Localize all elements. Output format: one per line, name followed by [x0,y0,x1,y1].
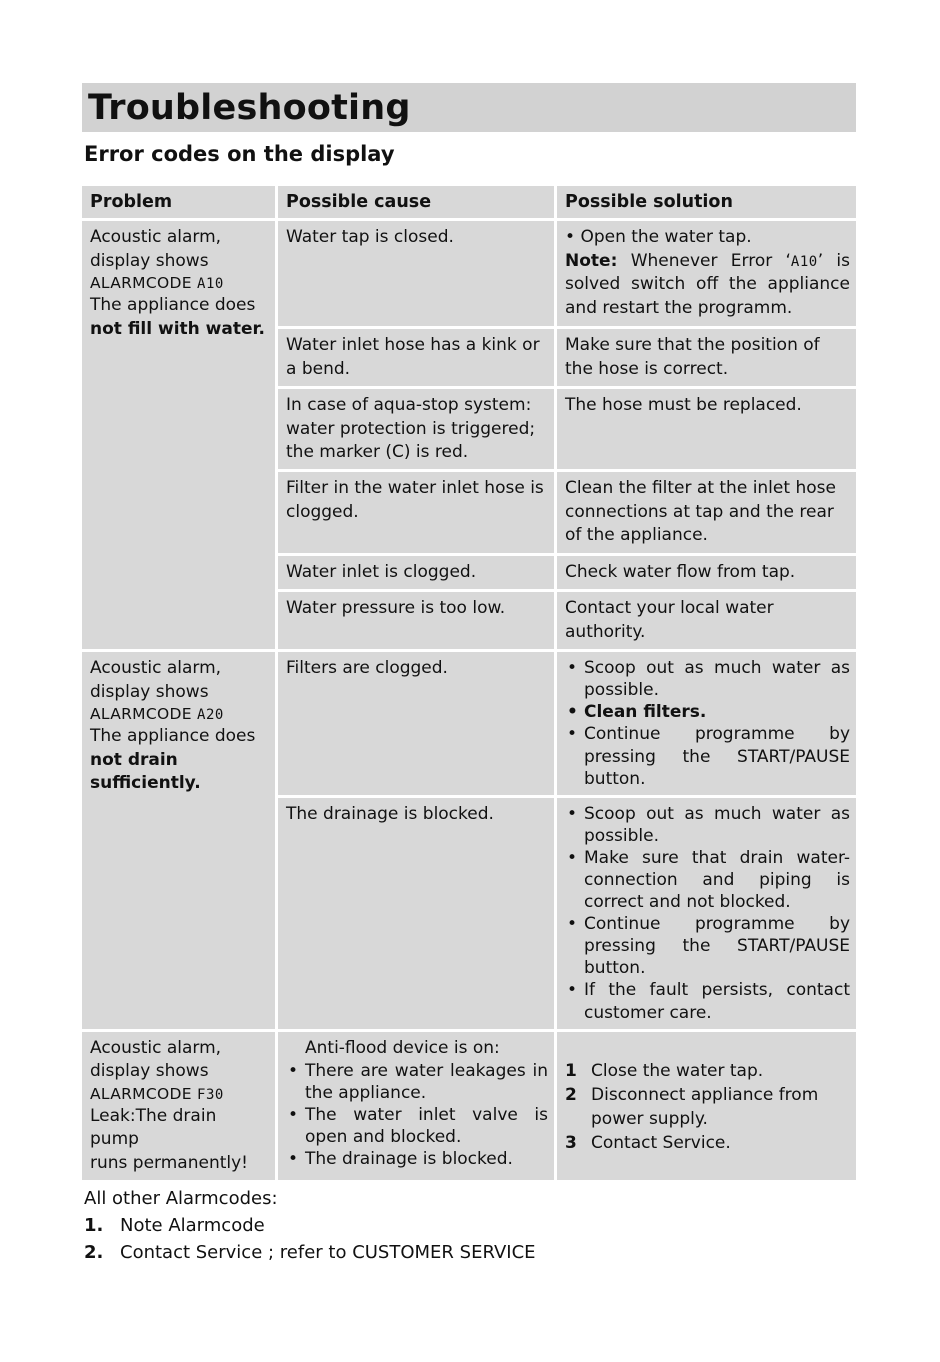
problem-description: runs permanently! [90,1152,248,1173]
header-possible-solution: Possible solution [557,186,856,221]
solution-cell [557,798,856,1032]
header-problem: Problem [82,186,278,221]
cause-cell: In case of aqua-stop system: water protection is triggered; the marker (C) is red. [278,389,557,472]
problem-description: The appliance does [90,726,256,747]
problem-line: Acoustic alarm, [90,1037,222,1058]
alarm-code: A10 [197,276,224,293]
problem-description: The appliance does [90,295,256,316]
list-item: • The drainage is blocked. [305,1148,548,1170]
solution-list [565,803,850,1024]
footer-notes [84,1185,536,1266]
cause-cell [278,1032,557,1184]
list-item [84,1212,536,1239]
step-text: Contact Service ; refer to CUSTOMER SERVICE [120,1242,536,1263]
solution-steps [565,1059,850,1156]
table-row [82,1032,856,1184]
step-number: 2. [84,1242,104,1263]
note-text: Note: Whenever Error ‘A10’ is solved switch off the appliance and restart the programm. [565,250,851,318]
note-label: Note: [565,250,618,271]
list-item: • There are water leakages in the appliance. [305,1060,548,1104]
solution-cell: Contact your local water authority. [557,592,856,652]
step-number: 1. [84,1215,104,1236]
cause-intro: Anti-flood device is on: [305,1037,500,1058]
solution-cell: The hose must be replaced. [557,389,856,472]
alarm-code: F30 [197,1086,224,1103]
list-item: • Make sure that drain water-connection and piping is correct and not blocked. [584,847,850,913]
problem-line: display shows [90,1061,209,1082]
problem-description: not fill with water. [90,318,265,339]
solution-cell [557,221,856,329]
table-header-row [82,186,856,221]
solution-list [565,657,850,790]
alarm-code-line [90,1084,269,1105]
cause-cell: Water pressure is too low. [278,592,557,652]
list-item: 3 Contact Service. [565,1133,731,1153]
alarm-code-line [90,273,269,294]
cause-cell: The drainage is blocked. [278,798,557,1032]
alarm-label: ALARMCODE [90,274,192,293]
list-item: 1 Close the water tap. [565,1060,764,1081]
troubleshooting-table [82,186,856,1183]
list-item: • If the fault persists, contact customer care. [584,979,850,1023]
page-title: Troubleshooting [88,87,411,128]
list-item: • The water inlet valve is open and blocked. [305,1104,548,1148]
solution-cell: Make sure that the position of the hose is correct. [557,329,856,389]
list-item: • Scoop out as much water as possible. [584,803,850,847]
cause-cell: Water inlet hose has a kink or a bend. [278,329,557,389]
list-item [84,1239,536,1266]
problem-line: Acoustic alarm, [90,227,222,248]
problem-description: not drain sufficiently. [90,749,201,794]
problem-description: Leak:The drain [90,1105,217,1126]
step-text: Note Alarmcode [120,1215,265,1236]
list-item: • Continue programme by pressing the START/PAUSE button. [584,723,850,789]
table-row [82,652,856,798]
list-item: • Scoop out as much water as possible. [584,657,850,701]
alarm-label: ALARMCODE [90,1084,192,1103]
solution-cell: Clean the filter at the inlet hose connections at tap and the rear of the appliance. [557,472,856,555]
cause-cell: Water inlet is clogged. [278,556,557,592]
solution-cell [557,1032,856,1184]
cause-cell: Water tap is closed. [278,221,557,329]
list-item: • Clean filters. [584,701,850,723]
list-item: • Continue programme by pressing the START/PAUSE button. [584,913,850,979]
alarm-code-line [90,704,269,725]
footer-intro: All other Alarmcodes: [84,1188,278,1209]
list-item: 2 Disconnect appliance from power supply. [565,1084,819,1129]
problem-line: display shows [90,250,209,271]
problem-description: pump [90,1129,139,1150]
solution-cell [557,652,856,798]
problem-line: Acoustic alarm, [90,658,222,679]
solution-bullet: • Open the water tap. [565,227,752,248]
title-bar [82,83,856,132]
problem-cell-a20 [82,652,278,1032]
solution-cell: Check water flow from tap. [557,556,856,592]
cause-cell: Filter in the water inlet hose is clogged. [278,472,557,555]
problem-line: display shows [90,681,209,702]
cause-cell: Filters are clogged. [278,652,557,798]
problem-cell-f30 [82,1032,278,1184]
table-row [82,221,856,329]
alarm-code: A20 [197,707,224,724]
header-possible-cause: Possible cause [278,186,557,221]
alarm-label: ALARMCODE [90,705,192,724]
cause-list [286,1060,548,1170]
problem-cell-a10 [82,221,278,652]
note-alarm-code: A10 [790,253,818,270]
page-subtitle: Error codes on the display [84,142,395,166]
